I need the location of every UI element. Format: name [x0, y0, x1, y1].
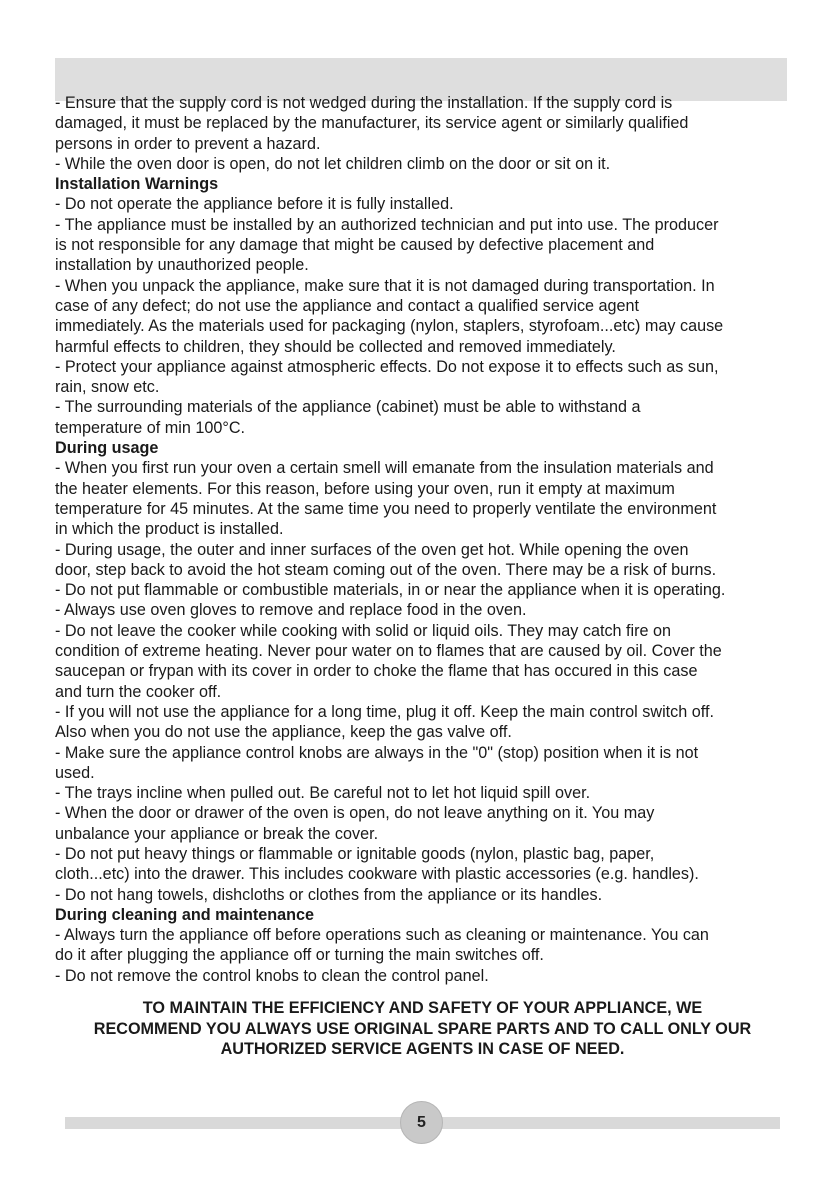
- text-line: - The surrounding materials of the appliance (cabinet) must be able to withstand a: [55, 398, 641, 417]
- bullet-item: [55, 458, 805, 539]
- text-line: - When the door or drawer of the oven is open, do not leave anything on it. You may: [55, 804, 655, 823]
- text-line: condition of extreme heating. Never pour water on to flames that are caused by oil. Cover the: [55, 642, 722, 661]
- bullet-item: [55, 885, 805, 905]
- bullet-item: [55, 276, 805, 357]
- text-line: - If you will not use the appliance for a long time, plug it off. Keep the main control switch off.: [55, 702, 714, 721]
- text-line: - Protect your appliance against atmospheric effects. Do not expose it to effects such as sun,: [55, 357, 719, 376]
- bullet-item: [55, 93, 805, 154]
- bullet-item: [55, 803, 805, 844]
- text-line: - Always turn the appliance off before operations such as cleaning or maintenance. You can: [55, 926, 709, 945]
- bullet-item: [55, 743, 805, 784]
- text-line: - Ensure that the supply cord is not wedged during the installation. If the supply cord is: [55, 94, 673, 112]
- bullet-item: [55, 154, 805, 174]
- text-line: - While the oven door is open, do not let children climb on the door or sit on it.: [55, 154, 611, 173]
- text-line: - The trays incline when pulled out. Be careful not to let hot liquid spill over.: [55, 784, 591, 803]
- bullet-item: [55, 702, 805, 743]
- text-line: - The appliance must be installed by an authorized technician and put into use. The producer: [55, 215, 719, 234]
- bullet-item: [55, 621, 805, 702]
- text-line: - Do not operate the appliance before it is fully installed.: [55, 195, 454, 214]
- bullet-item: [55, 966, 805, 986]
- bullet-item: [55, 215, 805, 276]
- text-line: harmful effects to children, they should be collected and removed immediately.: [55, 337, 616, 356]
- bullet-item: [55, 580, 805, 600]
- text-line: - When you unpack the appliance, make sure that it is not damaged during transportation. In: [55, 276, 715, 295]
- text-line: used.: [55, 763, 95, 782]
- text-line: - Make sure the appliance control knobs are always in the "0" (stop) position when it is not: [55, 743, 699, 762]
- text-line: damaged, it must be replaced by the manufacturer, its service agent or similarly qualified: [55, 114, 689, 133]
- page-number-badge: 5: [400, 1101, 443, 1144]
- bullet-item: [55, 844, 805, 885]
- during-usage-heading: During usage: [55, 439, 159, 458]
- text-line: and turn the cooker off.: [55, 682, 222, 701]
- text-line: - When you first run your oven a certain smell will emanate from the insulation materials and: [55, 459, 714, 478]
- text-line: temperature for 45 minutes. At the same time you need to properly ventilate the environment: [55, 499, 717, 518]
- text-line: immediately. As the materials used for packaging (nylon, staplers, styrofoam...etc) may cause: [55, 317, 724, 336]
- text-line: saucepan or frypan with its cover in order to choke the flame that has occured in this case: [55, 662, 698, 681]
- bullet-item: [55, 925, 805, 966]
- notice-line: AUTHORIZED SERVICE AGENTS IN CASE OF NEED.: [220, 1040, 625, 1058]
- text-line: - Do not leave the cooker while cooking with solid or liquid oils. They may catch fire on: [55, 621, 672, 640]
- text-line: the heater elements. For this reason, before using your oven, run it empty at maximum: [55, 479, 675, 498]
- text-line: is not responsible for any damage that might be caused by defective placement and: [55, 236, 655, 255]
- text-line: cloth...etc) into the drawer. This includes cookware with plastic accessories (e.g. handles).: [55, 865, 699, 884]
- bullet-item: [55, 600, 805, 620]
- bullet-item: [55, 357, 805, 398]
- during-usage-section: [55, 458, 805, 905]
- text-line: door, step back to avoid the hot steam coming out of the oven. There may be a risk of burns.: [55, 560, 717, 579]
- spare-parts-notice: [40, 998, 805, 1060]
- text-line: - Do not put flammable or combustible materials, in or near the appliance when it is operating.: [55, 581, 726, 600]
- cleaning-maintenance-heading: During cleaning and maintenance: [55, 905, 315, 924]
- text-line: in which the product is installed.: [55, 520, 284, 539]
- text-line: Also when you do not use the appliance, keep the gas valve off.: [55, 723, 512, 742]
- text-line: case of any defect; do not use the appliance and contact a qualified service agent: [55, 296, 640, 315]
- text-line: installation by unauthorized people.: [55, 256, 309, 275]
- text-line: do it after plugging the appliance off or turning the main switches off.: [55, 946, 544, 965]
- text-line: unbalance your appliance or break the cover.: [55, 824, 379, 843]
- bullet-item: [55, 397, 805, 438]
- intro-section: [55, 93, 805, 174]
- text-line: - Always use oven gloves to remove and replace food in the oven.: [55, 601, 527, 620]
- bullet-item: [55, 194, 805, 214]
- bullet-item: [55, 783, 805, 803]
- bullet-item: [55, 540, 805, 581]
- installation-warnings-section: [55, 194, 805, 438]
- text-line: - During usage, the outer and inner surfaces of the oven get hot. While opening the oven: [55, 540, 689, 559]
- cleaning-maintenance-section: [55, 925, 805, 986]
- text-line: persons in order to prevent a hazard.: [55, 134, 321, 153]
- notice-line: TO MAINTAIN THE EFFICIENCY AND SAFETY OF YOUR APPLIANCE, WE: [142, 999, 703, 1017]
- text-line: rain, snow etc.: [55, 378, 160, 397]
- text-line: - Do not put heavy things or flammable or ignitable goods (nylon, plastic bag, paper,: [55, 844, 655, 863]
- text-line: temperature of min 100°C.: [55, 418, 246, 437]
- text-line: - Do not hang towels, dishcloths or clothes from the appliance or its handles.: [55, 885, 603, 904]
- safety-text: [55, 93, 805, 986]
- text-line: - Do not remove the control knobs to clean the control panel.: [55, 966, 489, 985]
- installation-warnings-heading: Installation Warnings: [55, 175, 219, 194]
- notice-line: RECOMMEND YOU ALWAYS USE ORIGINAL SPARE PARTS AND TO CALL ONLY OUR: [93, 1019, 752, 1038]
